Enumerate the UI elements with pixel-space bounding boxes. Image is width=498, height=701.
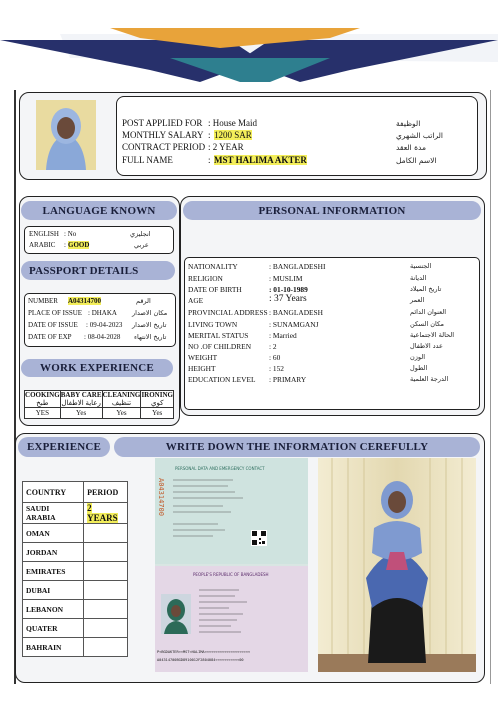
name-ar: الاسم الكامل xyxy=(396,156,437,165)
place-value: : DHAKA xyxy=(88,309,117,317)
period-cell xyxy=(84,600,128,619)
arabic-label: ARABIC xyxy=(29,241,56,249)
post-ar: الوظيفة xyxy=(396,119,421,128)
passport-number-label: NUMBER xyxy=(28,297,58,305)
work-header-1: BABY CARE رعاية الاطفال xyxy=(60,391,102,407)
passport-scan-country: PEOPLE'S REPUBLIC OF BANGLADESH xyxy=(193,572,269,577)
personal-ar: الديانة xyxy=(410,274,427,282)
personal-value: : 152 xyxy=(269,364,284,373)
personal-ar: تاريخ الميلاد xyxy=(410,285,442,293)
period-cell xyxy=(84,524,128,543)
profile-photo xyxy=(36,100,96,170)
personal-value: : 37 Years xyxy=(269,294,307,304)
personal-value: : MUSLIM xyxy=(269,274,303,283)
qr-code-icon xyxy=(251,530,267,546)
personal-label: MERITAL STATUS xyxy=(188,331,249,340)
write-title: WRITE DOWN THE INFORMATION CEREFULLY xyxy=(114,437,480,457)
personal-value: : SUNAMGANJ xyxy=(269,320,319,329)
language-title: LANGUAGE KNOWN xyxy=(21,201,177,220)
salary-colon: : xyxy=(208,130,211,140)
doe-value: : 08-04-2028 xyxy=(84,333,121,341)
country-cell: OMAN xyxy=(23,524,84,543)
period-cell xyxy=(84,543,128,562)
work-header-0: COOKING طبخ xyxy=(25,391,60,407)
col-period: PERIOD xyxy=(84,482,128,503)
period-cell xyxy=(84,503,128,524)
experience-title: EXPERIENCE xyxy=(18,437,110,457)
contract-label: CONTRACT PERIOD xyxy=(122,142,206,152)
personal-label: RELIGION xyxy=(188,274,223,283)
personal-label: NO .OF CHILDREN xyxy=(188,342,252,351)
arabic-colon: : xyxy=(64,241,66,249)
personal-value: : BANGLADESH xyxy=(269,308,323,317)
doi-value: : 09-04-2023 xyxy=(86,321,123,329)
doe-label: DATE OF EXP xyxy=(28,333,72,341)
period-cell xyxy=(84,581,128,600)
personal-label: HEIGHT xyxy=(188,364,216,373)
salary-value: 1200 SAR xyxy=(214,130,252,140)
personal-title: PERSONAL INFORMATION xyxy=(183,201,481,220)
work-header-3: IRONING كوي xyxy=(141,391,173,407)
work-value-1: Yes xyxy=(60,408,102,419)
personal-ar: العمر xyxy=(410,296,425,304)
col-country: COUNTRY xyxy=(23,482,84,503)
country-cell: LEBANON xyxy=(23,600,84,619)
contract-value: : 2 YEAR xyxy=(208,142,244,152)
passport-text-lines xyxy=(199,586,279,646)
mrz-line-1: P<BGDAKTER<<MST<HALIMA<<<<<<<<<<<<<<<<<<<<< xyxy=(157,650,251,654)
personal-ar: العنوان الدائم xyxy=(410,308,447,316)
personal-value: : 01-10-1989 xyxy=(269,285,308,294)
country-cell: EMIRATES xyxy=(23,562,84,581)
personal-label: LIVING TOWN xyxy=(188,320,238,329)
passport-scan-bottom xyxy=(155,566,308,672)
passport-number-value: A04314700 xyxy=(68,297,102,305)
work-value-2: Yes xyxy=(102,408,141,419)
passport-scan xyxy=(155,458,308,672)
country-cell: SAUDI ARABIA xyxy=(23,503,84,524)
doe-ar: تاريخ الانتهاء xyxy=(134,333,167,341)
personal-ar: عدد الاطفال xyxy=(410,342,443,350)
personal-ar: الجنسية xyxy=(410,262,432,270)
personal-label: EDUCATION LEVEL xyxy=(188,375,256,384)
passport-scan-header: PERSONAL DATA AND EMERGENCY CONTACT xyxy=(175,466,265,471)
personal-label: AGE xyxy=(188,296,204,305)
work-value-3: Yes xyxy=(141,408,174,419)
personal-ar: مكان السكن xyxy=(410,320,445,328)
personal-value: : 2 xyxy=(269,342,277,351)
passport-number-ar: الرقم xyxy=(136,297,151,305)
country-table xyxy=(22,481,128,657)
post-value: : House Maid xyxy=(208,118,257,128)
personal-ar: الطول xyxy=(410,364,428,372)
personal-ar: الدرجة العلمية xyxy=(410,375,449,383)
place-label: PLACE OF ISSUE xyxy=(28,309,83,317)
passport-photo xyxy=(161,594,191,634)
personal-ar: الحالة الاجتماعية xyxy=(410,331,455,339)
country-cell: JORDAN xyxy=(23,543,84,562)
doi-label: DATE OF ISSUE xyxy=(28,321,78,329)
work-table xyxy=(24,390,174,419)
personal-label: DATE OF BIRTH xyxy=(188,285,242,294)
work-header-2: CLEANING تنظيف xyxy=(102,391,141,407)
period-cell xyxy=(84,562,128,581)
arabic-value: GOOD xyxy=(68,241,90,249)
passport-title: PASSPORT DETAILS xyxy=(21,261,175,280)
salary-label: MONTHLY SALARY xyxy=(122,130,204,140)
full-body-photo xyxy=(318,458,476,672)
period-cell xyxy=(84,638,128,657)
english-label: ENGLISH xyxy=(29,230,59,238)
name-label: FULL NAME xyxy=(122,155,173,165)
country-cell: QUATER xyxy=(23,619,84,638)
passport-scan-number: A04314700 xyxy=(157,478,165,516)
post-label: POST APPLIED FOR xyxy=(122,118,203,128)
english-value: : No xyxy=(64,230,77,238)
mrz-line-2: A04314700BGD8910012F2804084<<<<<<<<<<<00 xyxy=(157,658,244,662)
doi-ar: تاريخ الاصدار xyxy=(132,321,167,329)
personal-label: PROVINCIAL ADDRESS xyxy=(188,308,268,317)
personal-value: : BANGLADESHI xyxy=(269,262,326,271)
english-ar: انجليزي xyxy=(130,230,151,238)
passport-scan-top xyxy=(155,458,308,564)
work-title: WORK EXPERIENCE xyxy=(21,359,173,377)
contract-ar: مدة العقد xyxy=(396,143,426,152)
country-cell: DUBAI xyxy=(23,581,84,600)
personal-label: WEIGHT xyxy=(188,353,218,362)
arabic-ar: عربي xyxy=(134,241,149,249)
personal-value: : PRIMARY xyxy=(269,375,307,384)
country-cell: BAHRAIN xyxy=(23,638,84,657)
place-ar: مكان الاصدار xyxy=(132,309,168,317)
personal-value: : 60 xyxy=(269,353,281,362)
period-cell xyxy=(84,619,128,638)
work-value-0: YES xyxy=(25,408,61,419)
personal-value: : Married xyxy=(269,331,297,340)
name-colon: : xyxy=(208,155,211,165)
header-banner xyxy=(0,0,498,90)
period-value: 2 YEARS xyxy=(87,503,118,523)
salary-ar: الراتب الشهري xyxy=(396,131,443,140)
personal-label: NATIONALITY xyxy=(188,262,238,271)
name-value: MST HALIMA AKTER xyxy=(214,155,307,165)
passport-scan-lines xyxy=(173,476,253,546)
personal-ar: الوزن xyxy=(410,353,426,361)
